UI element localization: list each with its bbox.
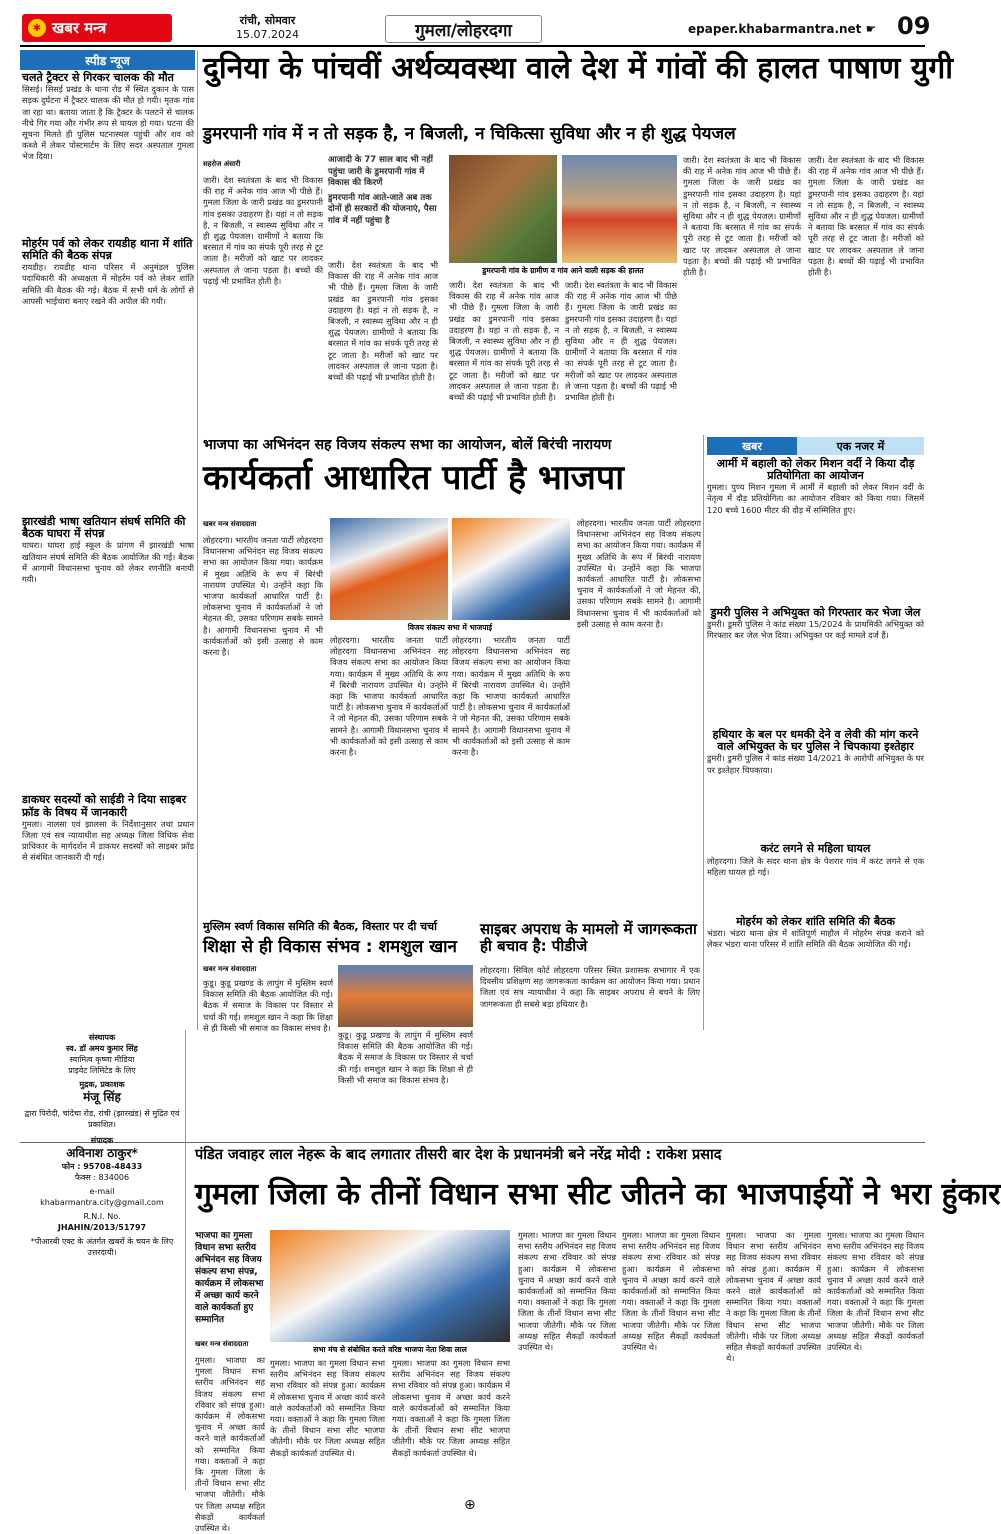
- pointer-icon: ☛: [865, 22, 877, 36]
- imprint-line: स्वामित्व कृष्णा मीडिया: [69, 1055, 135, 1064]
- lead-photo-road: [562, 155, 677, 263]
- lead-headline: दुनिया के पांचवीं अर्थव्यवस्था वाले देश में गांवों की हालत पाषाण युगी: [203, 51, 953, 86]
- cyber-body: लोहरदगा। सिविल कोर्ट लोहरदगा परिसर स्थित प्रशासक सभागार में एक दिवसीय प्रशिक्षण सह जागरूकता कार्यक्रम का आयोजन किया गया। प्रधान जिला एवं सत्र न्यायाधीश ने कहा कि साइबर अपराध से बचने के लिए जागरूकता ही सबसे बड़ा हथियार है।: [480, 965, 700, 1009]
- mid-body-col2: कुडू। कुडू प्रखण्ड के लापुंग में मुस्लिम स्वर्ण विकास समिति की बैठक आयोजित की गई। बैठक में समाज के विकास पर विस्तार से चर्चा की गई। शमशुल खान ने कहा कि शिक्षा से ही किसी भी समाज का विकास संभव है।: [338, 1030, 473, 1085]
- lead-subheadline: डुमरपानी गांव में न तो सड़क है, न बिजली, न चिकित्सा सुविधा और न ही शुद्ध पेयजल: [203, 124, 736, 144]
- nazar-headline-3: हथियार के बल पर धमकी देने व लेवी की मांग करने वाले अभियुक्त के घर पुलिस ने चिपकाया इश्तेहार: [712, 728, 919, 754]
- section-title: गुमला/लोहरदगा: [385, 15, 542, 43]
- bottom-intro: भाजपा का गुमला विधान सभा स्तरीय अभिनंदन सह विजय संकल्प सभा संपन्न, कार्यक्रम में लोकसभा में अच्छा कार्य करने वाले कार्यकर्ता हुए सम्मानित: [195, 1231, 264, 1325]
- lead-pullquote: [328, 155, 438, 255]
- bjp-body-col3: लोहरदगा। भारतीय जनता पार्टी लोहरदगा विधानसभा अभिनंदन सह विजय संकल्प सभा का आयोजन किया गया। कार्यक्रम में मुख्य अतिथि के रूप में बिरंची नारायण उपस्थित थे। उन्होंने कहा कि भाजपा कार्यकर्ता आधारित पार्टी है। लोकसभा चुनाव में कार्यकर्ताओं ने जो मेहनत की, उसका परिणाम सबके सामने है। आगामी विधानसभा चुनाव में भी कार्यकर्ताओं को इसी उत्साह से काम करना है।: [452, 635, 570, 758]
- imprint-line: JHAHIN/2013/51797: [57, 1223, 147, 1232]
- lead-body-col3: जारी। देश स्वतंत्रता के बाद भी विकास की राह में अनेक गांव आज भी पीछे हैं। गुमला जिला के जारी प्रखंड का डुमरपानी गांव इसका उदाहरण है। यहां न तो सड़क है, न बिजली, न स्वास्थ्य सुविधा और न ही शुद्ध पेयजल। ग्रामीणों ने बताया कि बरसात में गांव का संपर्क पूरी तरह से टूट जाता है। मरीजों को खाट पर लादकर अस्पताल ले जाना पड़ता है। बच्चों की पढ़ाई भी प्रभावित होती है।: [449, 280, 559, 403]
- imprint-line: प्राइवेट लिमिटेड के लिए: [68, 1066, 136, 1075]
- bottom-headline: गुमला जिला के तीनों विधान सभा सीट जीतने का भाजपाईयों ने भरा हुंकार: [195, 1177, 1001, 1212]
- speed-headline-3: झारखंडी भाषा खतियान संघर्ष समिति की बैठक घाघरा में संपन्न: [22, 515, 186, 541]
- imprint-line: मंजू सिंह: [83, 1090, 121, 1104]
- imprint-box: [22, 1032, 182, 1258]
- column-divider: [185, 1030, 186, 1490]
- speed-body-3: घाघरा। घाघरा हाई स्कूल के प्रांगण में झारखंडी भाषा खतियान संघर्ष समिति की बैठक आयोजित की गई। बैठक में आगामी विधानसभा चुनाव को लेकर रणनीति बनायी गयी।: [22, 540, 194, 585]
- mid-kicker: मुस्लिम स्वर्ण विकास समिति की बैठक, विस्तार पर दी चर्चा: [203, 920, 437, 933]
- nazar-body-1: गुमला। पुण्य मिशन गुमला में आर्मी में बहाली को लेकर मिशन वर्दी के नेतृत्व में दौड़ प्रतियोगिता का आयोजन रविवार को किया गया। जिसमें 120 बच्चे 1600 मीटर की दौड़ में सम्मिलित हुए।: [707, 482, 924, 515]
- imprint-line: khabarmantra.city@gmail.com: [40, 1198, 164, 1207]
- bjp-kicker: भाजपा का अभिनंदन सह विजय संकल्प सभा का आयोजन, बोलें बिरंची नारायण: [203, 437, 612, 453]
- page-number: 09: [897, 12, 931, 40]
- imprint-line: संपादक: [90, 1136, 114, 1145]
- nazar-body-2: डुमरी। डुमरी पुलिस ने कांड संख्या 15/2024 के प्राथमिकी अभियुक्त को गिरफ्तार कर जेल भेज दिया। अभियुक्त पर कई मामले दर्ज हैं।: [707, 619, 924, 641]
- bottom-body-col2: गुमला। भाजपा का गुमला विधान सभा स्तरीय अभिनंदन सह विजय संकल्प सभा रविवार को संपन्न हुआ। कार्यक्रम में लोकसभा चुनाव में अच्छा कार्य करने वाले कार्यकर्ताओं को सम्मानित किया गया। वक्ताओं ने कहा कि गुमला जिला के तीनों विधान सभा सीट भाजपा जीतेगी। मौके पर जिला अध्यक्ष सहित सैकड़ों कार्यकर्ता उपस्थित थे।: [270, 1358, 385, 1458]
- column-divider: [703, 435, 704, 1030]
- imprint-line: e-mail: [89, 1187, 115, 1196]
- lead-body-col1: जारी। देश स्वतंत्रता के बाद भी विकास की राह में अनेक गांव आज भी पीछे हैं। गुमला जिला के जारी प्रखंड का डुमरपानी गांव इसका उदाहरण है। यहां न तो सड़क है, न बिजली, न स्वास्थ्य सुविधा और न ही शुद्ध पेयजल। ग्रामीणों ने बताया कि बरसात में गांव का संपर्क पूरी तरह से टूट जाता है। मरीजों को खाट पर लादकर अस्पताल ले जाना पड़ता है। बच्चों की पढ़ाई भी प्रभावित होती है।: [203, 175, 323, 286]
- issue-date: 15.07.2024: [236, 28, 299, 41]
- mid-photo: [338, 965, 473, 1027]
- bjp-body-col1: लोहरदगा। भारतीय जनता पार्टी लोहरदगा विधानसभा अभिनंदन सह विजय संकल्प सभा का आयोजन किया गया। कार्यक्रम में मुख्य अतिथि के रूप में बिरंची नारायण उपस्थित थे। उन्होंने कहा कि भाजपा कार्यकर्ता आधारित पार्टी है। लोकसभा चुनाव में कार्यकर्ताओं ने जो मेहनत की, उसका परिणाम सबके सामने है। आगामी विधानसभा चुनाव में भी कार्यकर्ताओं को इसी उत्साह से काम करना है।: [203, 535, 323, 658]
- bjp-photo-caption: विजय संकल्प सभा में भाजपाई: [407, 623, 493, 632]
- imprint-line: फोन : 95708-48433: [61, 1162, 143, 1171]
- bottom-body-col4: गुमला। भाजपा का गुमला विधान सभा स्तरीय अभिनंदन सह विजय संकल्प सभा रविवार को संपन्न हुआ। कार्यक्रम में लोकसभा चुनाव में अच्छा कार्य करने वाले कार्यकर्ताओं को सम्मानित किया गया। वक्ताओं ने कहा कि गुमला जिला के तीनों विधान सभा सीट भाजपा जीतेगी। मौके पर जिला अध्यक्ष सहित सैकड़ों कार्यकर्ता उपस्थित थे।: [518, 1230, 616, 1353]
- masthead-logo[interactable]: [22, 14, 172, 42]
- mid-byline: खबर मन्त्र संवाददाता: [203, 965, 257, 973]
- cyber-headline: साइबर अपराध के मामलो में जागरूकता ही बचाव है: पीडीजे: [480, 920, 697, 955]
- nazar-headline-5: मोहर्रम को लेकर शांति समिति की बैठक: [736, 914, 895, 928]
- imprint-line: द्वारा पिरोदी, चांदेचा रोड, रांची (झारखंड) से मुद्रित एवं प्रकाशित।: [24, 1109, 180, 1129]
- bottom-body-col5: गुमला। भाजपा का गुमला विधान सभा स्तरीय अभिनंदन सह विजय संकल्प सभा रविवार को संपन्न हुआ। कार्यक्रम में लोकसभा चुनाव में अच्छा कार्य करने वाले कार्यकर्ताओं को सम्मानित किया गया। वक्ताओं ने कहा कि गुमला जिला के तीनों विधान सभा सीट भाजपा जीतेगी। मौके पर जिला अध्यक्ष सहित सैकड़ों कार्यकर्ता उपस्थित थे।: [622, 1230, 720, 1353]
- epaper-link[interactable]: [688, 22, 876, 36]
- ek-nazar-column: [707, 458, 924, 1028]
- nazar-headline-1: आर्मी में बहाली को लेकर मिशन वर्दी ने किया दौड़ प्रतियोगिता का आयोजन: [716, 457, 915, 483]
- imprint-line: अविनाश ठाकुर*: [66, 1146, 138, 1160]
- mid-body-col1: कुडू। कुडू प्रखण्ड के लापुंग में मुस्लिम स्वर्ण विकास समिति की बैठक आयोजित की गई। बैठक में समाज के विकास पर विस्तार से चर्चा की गई। शमशुल खान ने कहा कि शिक्षा से ही किसी भी समाज का विकास संभव है।: [203, 978, 333, 1033]
- dateline: [236, 14, 299, 42]
- lead-body-col6: जारी। देश स्वतंत्रता के बाद भी विकास की राह में अनेक गांव आज भी पीछे हैं। गुमला जिला के जारी प्रखंड का डुमरपानी गांव इसका उदाहरण है। यहां न तो सड़क है, न बिजली, न स्वास्थ्य सुविधा और न ही शुद्ध पेयजल। ग्रामीणों ने बताया कि बरसात में गांव का संपर्क पूरी तरह से टूट जाता है। मरीजों को खाट पर लादकर अस्पताल ले जाना पड़ता है। बच्चों की पढ़ाई भी प्रभावित होती है।: [808, 155, 924, 278]
- lead-byline: सहरोज अंसारी: [203, 160, 241, 168]
- speed-headline-1: चलते ट्रैक्टर से गिरकर चालक की मौत: [22, 71, 174, 84]
- bottom-body-col1: गुमला। भाजपा का गुमला विधान सभा स्तरीय अभिनंदन सह विजय संकल्प सभा रविवार को संपन्न हुआ। कार्यक्रम में लोकसभा चुनाव में अच्छा कार्य करने वाले कार्यकर्ताओं को सम्मानित किया गया। वक्ताओं ने कहा कि गुमला जिला के तीनों विधान सभा सीट भाजपा जीतेगी। मौके पर जिला अध्यक्ष सहित सैकड़ों कार्यकर्ता उपस्थित थे।: [195, 1355, 265, 1534]
- bottom-photo-caption: सभा मंच से संबोधित करते वरिष्ठ भाजपा नेता शिवा लाल: [313, 1345, 467, 1354]
- nazar-headline-4: करंट लगने से महिला घायल: [760, 842, 871, 856]
- speed-body-1: सिसई। सिसई प्रखंड के थाना रोड में स्थित दुकान के पास सड़क दुर्घटना में ट्रैक्टर चालक की मौत हो गयी। मृतक गांव जा रहा था। बताया जाता है कि ट्रैक्टर के पलटने से चालक नीचे गिर गया और गंभीर रूप से घायल हो गया। घटना की सूचना मिलते ही पुलिस घटनास्थल पहुंची और शव को कब्जे में लेकर पोस्टमार्टम के लिए सदर अस्पताल गुमला भेज दिया।: [22, 84, 194, 162]
- ek-nazar-tag-b: एक नजर में: [797, 437, 924, 455]
- pullquote-1: आजादी के 77 साल बाद भी नहीं पहुंचा जारी के डुमरपानी गांव में विकास की किरणें: [328, 155, 433, 188]
- bjp-byline: खबर मन्त्र संवाददाता: [203, 520, 257, 528]
- masthead-rule: [20, 45, 925, 47]
- bottom-photo: [270, 1230, 510, 1342]
- bottom-body-col6: गुमला। भाजपा का गुमला विधान सभा स्तरीय अभिनंदन सह विजय संकल्प सभा रविवार को संपन्न हुआ। कार्यक्रम में लोकसभा चुनाव में अच्छा कार्य करने वाले कार्यकर्ताओं को सम्मानित किया गया। वक्ताओं ने कहा कि गुमला जिला के तीनों विधान सभा सीट भाजपा जीतेगी। मौके पर जिला अध्यक्ष सहित सैकड़ों कार्यकर्ता उपस्थित थे।: [726, 1230, 821, 1364]
- imprint-line: R.N.I. No.: [83, 1212, 121, 1221]
- city-day: रांची, सोमवार: [239, 14, 296, 27]
- bjp-body-col2: लोहरदगा। भारतीय जनता पार्टी लोहरदगा विधानसभा अभिनंदन सह विजय संकल्प सभा का आयोजन किया गया। कार्यक्रम में मुख्य अतिथि के रूप में बिरंची नारायण उपस्थित थे। उन्होंने कहा कि भाजपा कार्यकर्ता आधारित पार्टी है। लोकसभा चुनाव में कार्यकर्ताओं ने जो मेहनत की, उसका परिणाम सबके सामने है। आगामी विधानसभा चुनाव में भी कार्यकर्ताओं को इसी उत्साह से काम करना है।: [330, 635, 448, 758]
- imprint-line: स्व. डॉ अमय कुमार सिंह: [66, 1044, 138, 1053]
- website-text: epaper.khabarmantra.net: [688, 22, 862, 36]
- bjp-body-col4: लोहरदगा। भारतीय जनता पार्टी लोहरदगा विधानसभा अभिनंदन सह विजय संकल्प सभा का आयोजन किया गया। कार्यक्रम में मुख्य अतिथि के रूप में बिरंची नारायण उपस्थित थे। उन्होंने कहा कि भाजपा कार्यकर्ता आधारित पार्टी है। लोकसभा चुनाव में कार्यकर्ताओं ने जो मेहनत की, उसका परिणाम सबके सामने है। आगामी विधानसभा चुनाव में भी कार्यकर्ताओं को इसी उत्साह से काम करना है।: [577, 518, 701, 629]
- bottom-kicker: पंडित जवाहर लाल नेहरू के बाद लगातार तीसरी बार देश के प्रधानमंत्री बने नरेंद्र मोदी : राकेश प्रसाद: [195, 1147, 722, 1163]
- nazar-body-5: भंडरा। भंडरा थाना क्षेत्र में शांतिपूर्ण माहौल में मोहर्रम संपन्न कराने को लेकर भंडरा थाना परिसर में शांति समिति की बैठक आयोजित की गई।: [707, 927, 924, 949]
- pullquote-2: डुमरपानी गांव आते-जाते अब तक दोनों ही सरकारों की योजनाएं, पैसा गांव में नहीं पहुंचा है: [328, 192, 437, 226]
- lead-body-col4: जारी। देश स्वतंत्रता के बाद भी विकास की राह में अनेक गांव आज भी पीछे हैं। गुमला जिला के जारी प्रखंड का डुमरपानी गांव इसका उदाहरण है। यहां न तो सड़क है, न बिजली, न स्वास्थ्य सुविधा और न ही शुद्ध पेयजल। ग्रामीणों ने बताया कि बरसात में गांव का संपर्क पूरी तरह से टूट जाता है। मरीजों को खाट पर लादकर अस्पताल ले जाना पड़ता है। बच्चों की पढ़ाई भी प्रभावित होती है।: [565, 280, 677, 403]
- nazar-body-4: लोहरदगा। जिले के सदर थाना क्षेत्र के पेशरार गांव में करंट लगने से एक महिला घायल हो गई।: [707, 855, 924, 877]
- bjp-photo-1: [330, 518, 448, 620]
- imprint-line: मुद्रक, प्रकाशक: [79, 1080, 125, 1089]
- bottom-body-col3: गुमला। भाजपा का गुमला विधान सभा स्तरीय अभिनंदन सह विजय संकल्प सभा रविवार को संपन्न हुआ। कार्यक्रम में लोकसभा चुनाव में अच्छा कार्य करने वाले कार्यकर्ताओं को सम्मानित किया गया। वक्ताओं ने कहा कि गुमला जिला के तीनों विधान सभा सीट भाजपा जीतेगी। मौके पर जिला अध्यक्ष सहित सैकड़ों कार्यकर्ता उपस्थित थे।: [392, 1358, 510, 1458]
- mid-headline: शिक्षा से ही विकास संभव : शमशुल खान: [203, 937, 457, 957]
- bjp-headline: कार्यकर्ता आधारित पार्टी है भाजपा: [203, 458, 625, 498]
- bottom-body-col7: गुमला। भाजपा का गुमला विधान सभा स्तरीय अभिनंदन सह विजय संकल्प सभा रविवार को संपन्न हुआ। कार्यक्रम में लोकसभा चुनाव में अच्छा कार्य करने वाले कार्यकर्ताओं को सम्मानित किया गया। वक्ताओं ने कहा कि गुमला जिला के तीनों विधान सभा सीट भाजपा जीतेगी। मौके पर जिला अध्यक्ष सहित सैकड़ों कार्यकर्ता उपस्थित थे।: [827, 1230, 924, 1353]
- lead-photo-caption: डुमरपानी गांव के ग्रामीण व गांव आने वाली सड़क की हालत: [482, 266, 644, 275]
- bottom-byline: खबर मन्त्र संवाददाता: [195, 1340, 249, 1348]
- speed-news-column: [22, 72, 194, 1089]
- bjp-photo-2: [452, 518, 570, 620]
- lead-body-col2: जारी। देश स्वतंत्रता के बाद भी विकास की राह में अनेक गांव आज भी पीछे हैं। गुमला जिला के जारी प्रखंड का डुमरपानी गांव इसका उदाहरण है। यहां न तो सड़क है, न बिजली, न स्वास्थ्य सुविधा और न ही शुद्ध पेयजल। ग्रामीणों ने बताया कि बरसात में गांव का संपर्क पूरी तरह से टूट जाता है। मरीजों को खाट पर लादकर अस्पताल ले जाना पड़ता है। बच्चों की पढ़ाई भी प्रभावित होती है।: [328, 260, 438, 383]
- speed-news-label: स्पीड न्यूज: [20, 50, 195, 70]
- lead-photo-villagers: [449, 155, 557, 263]
- speed-headline-2: मोहर्रम पर्व को लेकर रायडीह थाना में शांति समिति की बैठक संपन्न: [22, 237, 193, 263]
- speed-body-4: गुमला। नालसा एवं झालसा के निर्देशानुसार तथा प्रधान जिला एवं सत्र न्यायाधीश सह अध्यक्ष जिला विधिक सेवा प्राधिकार के मार्गदर्शन में डाकघर सदस्यों को साइबर फ्रॉड से संबंधित जानकारी दी गई।: [22, 818, 194, 863]
- logo-icon: ✱: [28, 19, 46, 37]
- nazar-body-3: डुमरी। डुमरी पुलिस ने कांड संख्या 14/2021 के आरोपी अभियुक्त के घर पर इश्तेहार चिपकाया।: [707, 753, 924, 775]
- imprint-line: फैक्स : 834006: [74, 1173, 130, 1182]
- ek-nazar-tag-a: खबर: [707, 437, 797, 455]
- column-divider: [197, 50, 198, 1030]
- imprint-line: संस्थापक: [88, 1033, 116, 1042]
- nazar-headline-2: डुमरी पुलिस ने अभियुक्त को गिरफ्तार कर भेजा जेल: [710, 606, 921, 620]
- speed-headline-4: डाकघर सदस्यों को साईडी ने दिया साइबर फ्रॉड के विषय में जानकारी: [22, 793, 187, 819]
- logo-text: खबर मन्त्र: [52, 19, 107, 37]
- imprint-line: *पीआरबी एक्ट के अंतर्गत खबरों के चयन के लिए उत्तरदायी।: [30, 1237, 174, 1257]
- speed-body-2: रायडीह। रायडीह थाना परिसर में अनुमंडल पुलिस पदाधिकारी की अध्यक्षता में मोहर्रम पर्व को लेकर शांति समिति की बैठक की गई। बैठक में सभी धर्म के लोगों से आपसी भाईचारा बनाए रखने की अपील की गयी।: [22, 262, 194, 306]
- ek-nazar-header: [707, 437, 924, 455]
- lead-body-col5: जारी। देश स्वतंत्रता के बाद भी विकास की राह में अनेक गांव आज भी पीछे हैं। गुमला जिला के जारी प्रखंड का डुमरपानी गांव इसका उदाहरण है। यहां न तो सड़क है, न बिजली, न स्वास्थ्य सुविधा और न ही शुद्ध पेयजल। ग्रामीणों ने बताया कि बरसात में गांव का संपर्क पूरी तरह से टूट जाता है। मरीजों को खाट पर लादकर अस्पताल ले जाना पड़ता है। बच्चों की पढ़ाई भी प्रभावित होती है।: [683, 155, 801, 278]
- registration-mark-icon: ⊕: [464, 1497, 476, 1513]
